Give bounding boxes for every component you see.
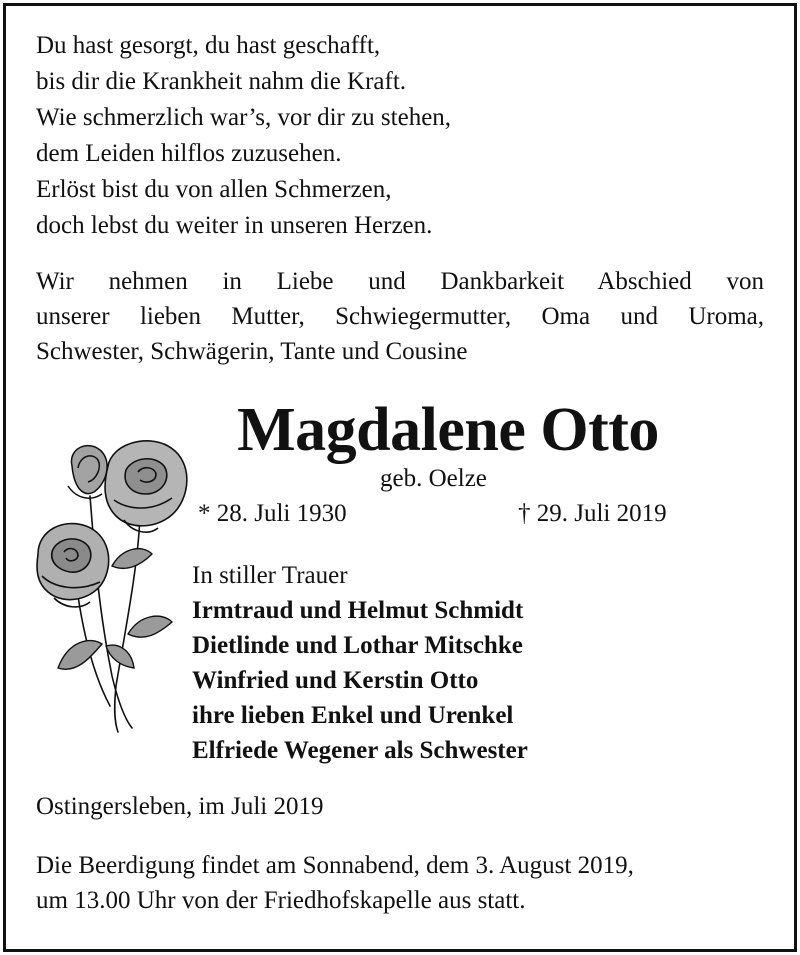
mourners-list: [192, 558, 528, 768]
funeral-info: [36, 848, 634, 918]
mourner-entry: Irmtraud und Helmut Schmidt: [192, 597, 524, 624]
mourners-heading: In stiller Trauer: [192, 562, 348, 589]
farewell-line: Schwester, Schwägerin, Tante und Cousine: [36, 338, 468, 365]
poem-line: Erlöst bist du von allen Schmerzen,: [36, 176, 392, 203]
poem-line: dem Leiden hilflos zuzusehen.: [36, 140, 342, 167]
poem-line: doch lebst du weiter in unseren Herzen.: [36, 212, 433, 239]
maiden-name: geb. Oelze: [380, 465, 487, 492]
roses-icon: [28, 436, 198, 736]
mourner-entry: Elfriede Wegener als Schwester: [192, 737, 528, 764]
farewell-line: unserer lieben Mutter, Schwiegermutter, Oma und Uroma,: [36, 303, 764, 330]
memorial-poem: [36, 28, 451, 244]
mourner-entry: ihre lieben Enkel und Urenkel: [192, 702, 514, 729]
deceased-name: Magdalene Otto: [237, 396, 659, 464]
mourner-entry: Winfried und Kerstin Otto: [192, 667, 479, 694]
farewell-line: Wir nehmen in Liebe und Dankbarkeit Abschied von: [36, 268, 764, 295]
death-date: † 29. Juli 2019: [518, 500, 667, 527]
poem-line: Wie schmerzlich war’s, vor dir zu stehen,: [36, 104, 452, 131]
poem-line: Du hast gesorgt, du hast geschafft,: [36, 32, 381, 59]
place-and-date: Ostingersleben, im Juli 2019: [36, 793, 324, 820]
birth-date: * 28. Juli 1930: [198, 500, 347, 527]
mourner-entry: Dietlinde und Lothar Mitschke: [192, 632, 523, 659]
poem-line: bis dir die Krankheit nahm die Kraft.: [36, 68, 407, 95]
farewell-text: [36, 264, 764, 369]
funeral-line: Die Beerdigung findet am Sonnabend, dem 3. August 2019,: [36, 852, 634, 879]
funeral-line: um 13.00 Uhr von der Friedhofskapelle aus statt.: [36, 887, 526, 914]
